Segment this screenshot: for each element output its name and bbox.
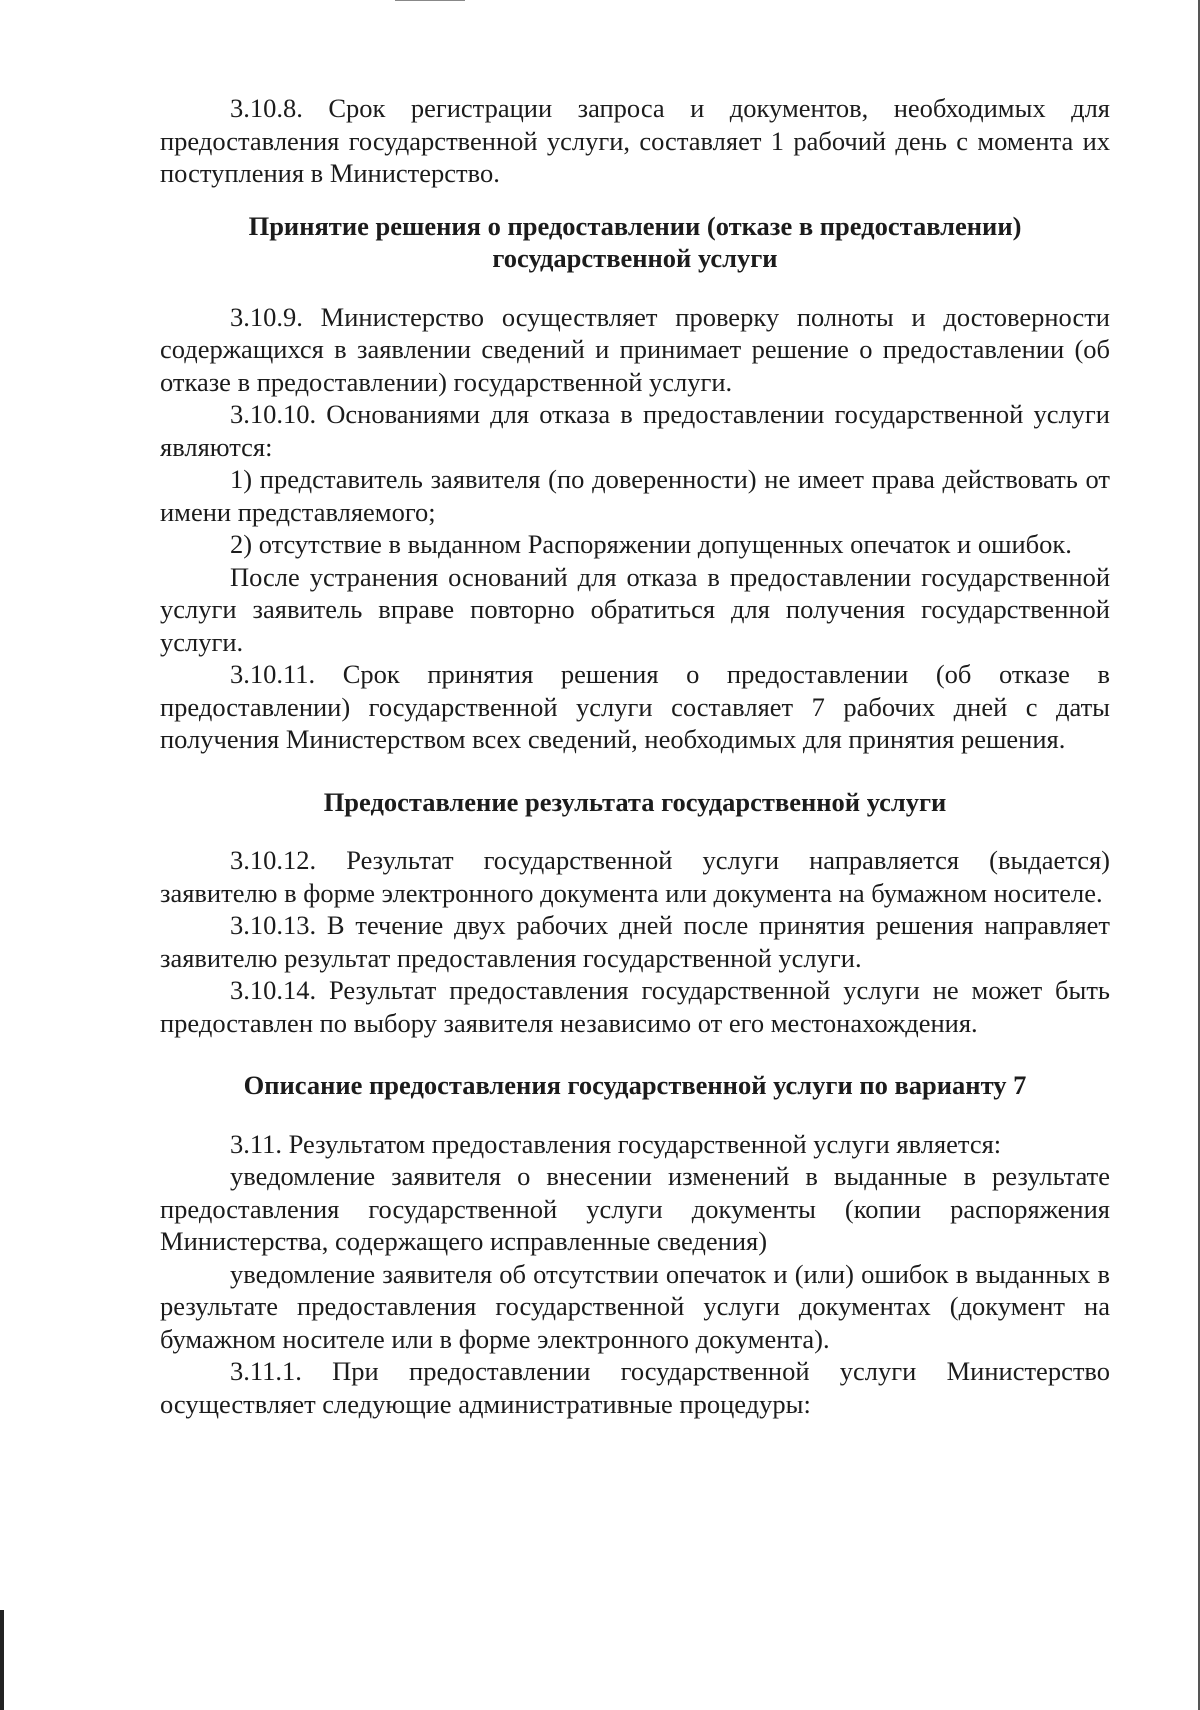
paragraph-notice-no-errors: уведомление заявителя об отсутствии опечаток и (или) ошибок в выданных в результате предоставления государственной услуги документах (документ на бумажном носителе или в форме электронного документа). (160, 1258, 1110, 1354)
paragraph-3-11-1: 3.11.1. При предоставлении государственной услуги Министерство осуществляет следующие административные процедуры: (160, 1356, 1110, 1419)
paragraph-3-10-8: 3.10.8. Срок регистрации запроса и документов, необходимых для предоставления государственной услуги, составляет 1 рабочий день с момента их поступления в Министерство. (160, 93, 1110, 188)
heading-line: государственной услуги (492, 243, 778, 273)
paragraph-after-removal: После устранения оснований для отказа в предоставлении государственной услуги заявитель вправе повторно обратиться для получения государственной услуги. (160, 561, 1110, 657)
scan-edge-left (0, 1610, 4, 1710)
section-heading-variant-7: Описание предоставления государственной услуги по варианту 7 (243, 1070, 1027, 1100)
scan-edge-top (395, 0, 465, 1)
paragraph-3-10-10: 3.10.10. Основаниями для отказа в предоставлении государственной услуги являются: (160, 399, 1110, 462)
paragraph-3-10-11: 3.10.11. Срок принятия решения о предоставлении (об отказе в предоставлении) государственной услуги составляет 7 рабочих дней с даты получения Министерством всех сведений, необходимых для принятия решения. (160, 659, 1110, 754)
paragraph-3-10-14: 3.10.14. Результат предоставления государственной услуги не может быть предоставлен по выбору заявителя независимо от его местонахождения. (160, 975, 1110, 1038)
heading-line: Принятие решения о предоставлении (отказе в предоставлении) (248, 210, 1022, 241)
paragraph-3-10-12: 3.10.12. Результат государственной услуги направляется (выдается) заявителю в форме электронного документа или документа на бумажном носителе. (160, 845, 1110, 908)
document-body (160, 92, 1110, 1420)
section-heading-decision (160, 210, 1110, 275)
list-item-2: 2) отсутствие в выданном Распоряжении допущенных опечаток и ошибок. (230, 529, 1072, 559)
paragraph-3-10-9: 3.10.9. Министерство осуществляет проверку полноты и достоверности содержащихся в заявлении сведений и принимает решение о предоставлении (об отказе в предоставлении) государственной услуги. (160, 301, 1110, 397)
list-item-1: 1) представитель заявителя (по доверенности) не имеет права действовать от имени представляемого; (160, 464, 1110, 527)
paragraph-notice-changes: уведомление заявителя о внесении изменений в выданные в результате предоставления государственной услуги документы (копии распоряжения Министерства, содержащего исправленные сведения) (160, 1161, 1110, 1256)
paragraph-3-10-13: 3.10.13. В течение двух рабочих дней после принятия решения направляет заявителю результат предоставления государственной услуги. (160, 910, 1110, 973)
section-heading-result: Предоставление результата государственной услуги (323, 786, 947, 817)
paragraph-3-11: 3.11. Результатом предоставления государственной услуги является: (230, 1128, 1002, 1159)
